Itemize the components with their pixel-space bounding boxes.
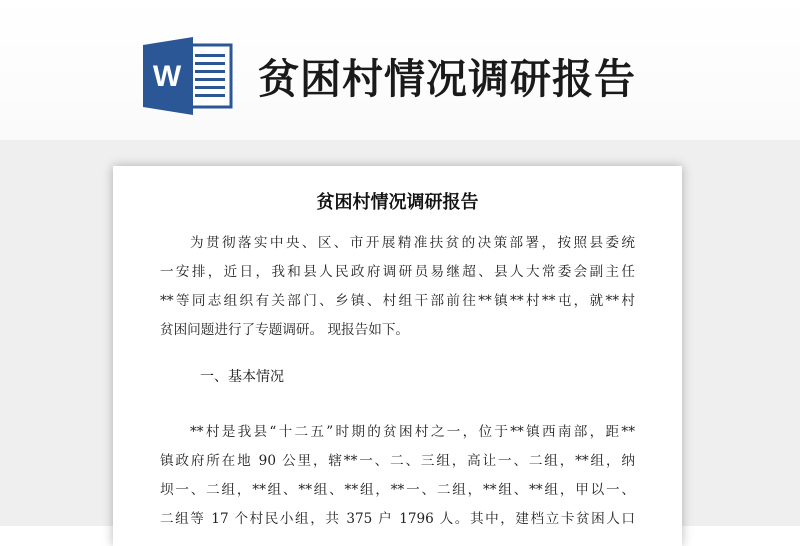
paragraph-line: 坝一、二组，**组、**组、**组，**一、二组，**组、**组，甲以一、 [160,482,635,498]
banner [0,0,800,140]
paragraph-line: 贫困问题进行了专题调研。 现报告如下。 [160,322,410,338]
paragraph-line: 二组等 17 个村民小组，共 375 户 1796 人。其中，建档立卡贫困人口 [160,511,635,527]
word-document-icon [143,37,233,115]
document-page [113,166,682,546]
word-logo-letter: W [152,60,182,93]
document-title: 贫困村情况调研报告 [316,192,479,213]
paragraph-basic-info [160,418,635,534]
paragraph-line: 镇政府所在地 90 公里，辖**一、二、三组，高让一、二组，**组，纳 [160,453,635,469]
paragraph-line: **等同志组织有关部门、乡镇、村组干部前往**镇**村**屯，就**村 [160,293,635,309]
section-heading: 一、基本情况 [200,369,284,385]
paragraph-line: 一安排，近日，我和县人民政府调研员易继超、县人大常委会副主任 [160,264,635,280]
paragraph-intro [160,229,635,345]
paragraph-line: **村是我县“十二五”时期的贫困村之一，位于**镇西南部，距** [190,424,635,440]
paragraph-line: 为贯彻落实中央、区、市开展精准扶贫的决策部署，按照县委统 [190,235,635,251]
banner-title: 贫困村情况调研报告 [258,55,636,103]
